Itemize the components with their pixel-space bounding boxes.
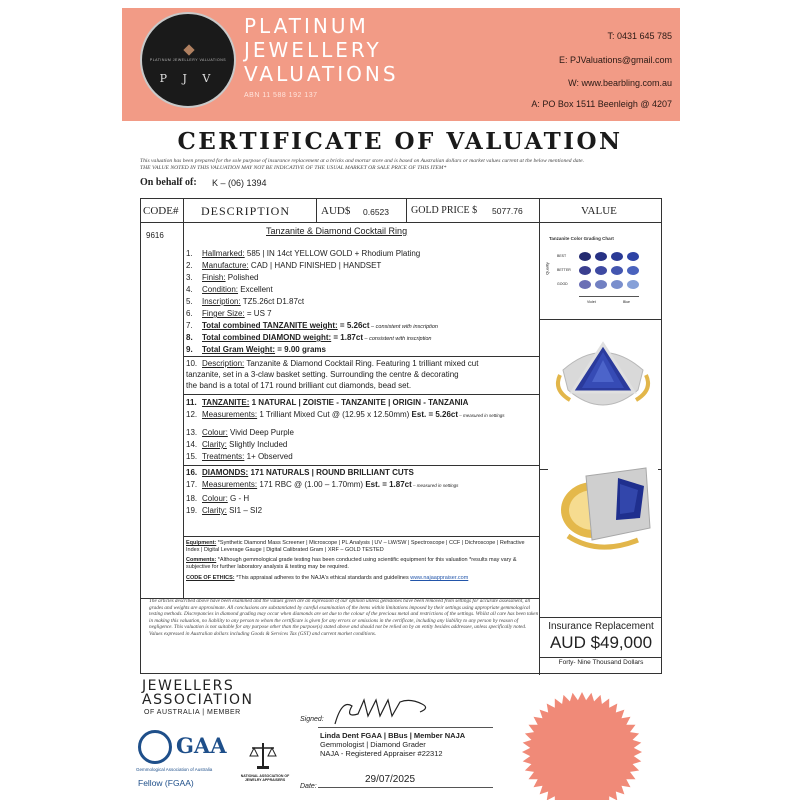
naja-link[interactable]: www.najaappraiser.com (410, 575, 469, 581)
spec-line: 6. Finger Size: = US 7 (186, 309, 272, 318)
behalf-value: K – (06) 1394 (212, 178, 267, 188)
behalf-label: On behalf of: (140, 177, 197, 188)
spec-line: 17. Measurements: 171 RBC @ (1.00 – 1.70mm) Est. = 1.87ct – measured in settings (186, 480, 459, 489)
spec-line: 8. Total combined DIAMOND weight: = 1.87ct – consistent with inscription (186, 333, 432, 342)
insurance-words: Forty- Nine Thousand Dollars (558, 659, 644, 666)
ja-membership: OF AUSTRALIA | MEMBER (144, 709, 241, 716)
certificate-title: CERTIFICATE OF VALUATION (177, 128, 623, 155)
insurance-value: AUD $49,000 (549, 633, 653, 652)
signed-label: Signed: (300, 716, 324, 723)
jewellers-association-logo: JEWELLERS ASSOCIATION (142, 678, 254, 708)
seal-shape (522, 692, 642, 800)
gold-price-value: 5077.76 (492, 206, 523, 216)
ring-photo-top (548, 330, 658, 418)
chart-title: Tanzanite Color Grading Chart (549, 236, 614, 241)
spec-line: 19. Clarity: SI1 – SI2 (186, 506, 263, 515)
diamond-icon (183, 44, 194, 55)
value-header: VALUE (581, 205, 617, 217)
equipment-note: Equipment: *Synthetic Diamond Mass Screener | Microscope | PL Analysis | UV – LW/SW | Spectroscope | CCF | Dichroscope | Refractive Index | Digital Leverage Gauge | Digital Calibrated Gram | XRF – GOLD TESTED (186, 540, 525, 553)
spec-line: 1. Hallmarked: 585 | IN 14ct YELLOW GOLD + Rhodium Plating (186, 249, 421, 258)
chart-y-label: Quality (544, 262, 550, 275)
gold-price-header: GOLD PRICE $ (411, 205, 478, 216)
spec-line: 2. Manufacture: CAD | HAND FINISHED | HANDSET (186, 261, 382, 270)
abn-number: ABN 11 588 192 137 (244, 92, 318, 99)
signer-details: Linda Dent FGAA | BBus | Member NAJA Gemmologist | Diamond Grader NAJA - Registered Appraiser #22312 (320, 731, 466, 758)
spec-line: 15. Treatments: 1+ Observed (186, 452, 293, 461)
contact-phone: T: 0431 645 785 (607, 31, 672, 41)
signature (330, 694, 440, 730)
contact-address: A: PO Box 1511 Beenleigh @ 4207 (531, 99, 672, 109)
date-label: Date: (300, 783, 317, 790)
description-header: DESCRIPTION (201, 204, 291, 218)
naja-scales-icon (248, 740, 278, 770)
logo-arc-text: PLATINUM JEWELLERY VALUATIONS (149, 58, 227, 62)
spec-line: 18. Colour: G - H (186, 494, 250, 503)
item-title: Tanzanite & Diamond Cocktail Ring (266, 226, 408, 236)
valuation-seal (508, 682, 656, 800)
spec-line: 9. Total Gram Weight: = 9.00 grams (186, 345, 326, 354)
pjv-logo (140, 12, 236, 108)
spec-line: 11. TANZANITE: 1 NATURAL | ZOISTIE - TANZANITE | ORIGIN - TANZANIA (186, 398, 469, 407)
spec-line: 3. Finish: Polished (186, 273, 259, 282)
gaa-logo: GAA (176, 733, 227, 758)
aud-value: 0.6523 (363, 207, 389, 217)
spec-line: 14. Clarity: Slightly Included (186, 440, 288, 449)
spec-line: 16. DIAMONDS: 171 NATURALS | ROUND BRILLIANT CUTS (186, 468, 414, 477)
signature-line (318, 727, 493, 728)
legal-footnote: The articles described above have been examined and the values given are an expression of our opinion unless gemstones have been removed from settings for accurate assessment, all grades and weights are approximate. All conclusions are substantiated by careful examination of the items within limitations imposed by their settings using appropriate gemmological testing methods. Discrepancies in diamond grading may occur when diamonds are set due to the colour of the precious metal and restrictions of the settings. Whilst all care has been taken in making this valuation, no liability to any person to whom the certificate is given for any errors or omissions in the certificate, including any liability to any person by reason of negligence. This valuation is not suitable for any purpose other than the purpose(s) stated above and should not be relied on by an entity besides addressee, unless specifically noted. Values expressed in Australian dollars including Goods & Services Tax (GST) and current market conditions. (149, 598, 539, 637)
ring-photo-side (548, 448, 658, 558)
ethics-note: CODE OF ETHICS: *This appraisal adheres to the NAJA's ethical standards and guidelines www.najaappraiser.com (186, 575, 469, 581)
code-header: CODE# (143, 205, 179, 217)
brand-name: PLATINUM JEWELLERY VALUATIONS (244, 14, 399, 86)
contact-email: E: PJValuations@gmail.com (558, 55, 672, 65)
item-code: 9616 (146, 231, 164, 240)
spec-line-cont: the band is a total of 171 round brilliant cut diamonds, bead set. (186, 381, 412, 390)
gaa-subtitle: Gemmological Association of Australia (136, 767, 213, 772)
date-value: 29/07/2025 (365, 774, 416, 785)
spec-line: 4. Condition: Excellent (186, 285, 273, 294)
comments-note: Comments: *Although gemmological grade testing has been conducted using scientific equipment for this valuation *results may vary & subjective for further laboratory analysis & testing may be required. (186, 557, 517, 570)
insurance-label: Insurance Replacement (548, 621, 654, 632)
spec-line: 7. Total combined TANZANITE weight: = 5.26ct – consistent with inscription (186, 321, 438, 330)
spec-line: 10. Description: Tanzanite & Diamond Cocktail Ring. Featuring 1 trilliant mixed cut (186, 359, 479, 368)
date-line (318, 787, 493, 788)
contact-web: W: www.bearbling.com.au (568, 78, 672, 88)
spec-line: 13. Colour: Vivid Deep Purple (186, 428, 294, 437)
gaa-fellow: Fellow (FGAA) (138, 778, 194, 788)
gaa-globe-icon (138, 730, 172, 764)
spec-line: 12. Measurements: 1 Trilliant Mixed Cut @ (12.95 x 12.50mm) Est. = 5.26ct – measured in settings (186, 410, 505, 419)
logo-monogram: P J V (159, 72, 217, 85)
aud-header: AUD$ (321, 205, 351, 217)
tanzanite-grading-chart: Tanzanite Color Grading Chart Quality BEST BETTER GOOD Violet Blue (541, 224, 661, 319)
spec-line: 5. Inscription: TZ5.26ct D1.87ct (186, 297, 305, 306)
disclaimer: This valuation has been prepared for the sole purpose of insurance replacement at a bricks and mortar store and is based on Australian dollars or market values current at the below mentioned date. THE VALUE NOTED IN THIS VALUATION MAY NOT BE INDICATIVE OF THE USUAL MARKET OR SALE PRICE OF THIS ITEM* (140, 158, 584, 171)
naja-caption: NATIONAL ASSOCIATION OF JEWELRY APPRAISERS (240, 774, 290, 782)
spec-line-cont: tanzanite, set in a 3-claw basket setting. Surrounding the centre & decorating (186, 370, 459, 379)
